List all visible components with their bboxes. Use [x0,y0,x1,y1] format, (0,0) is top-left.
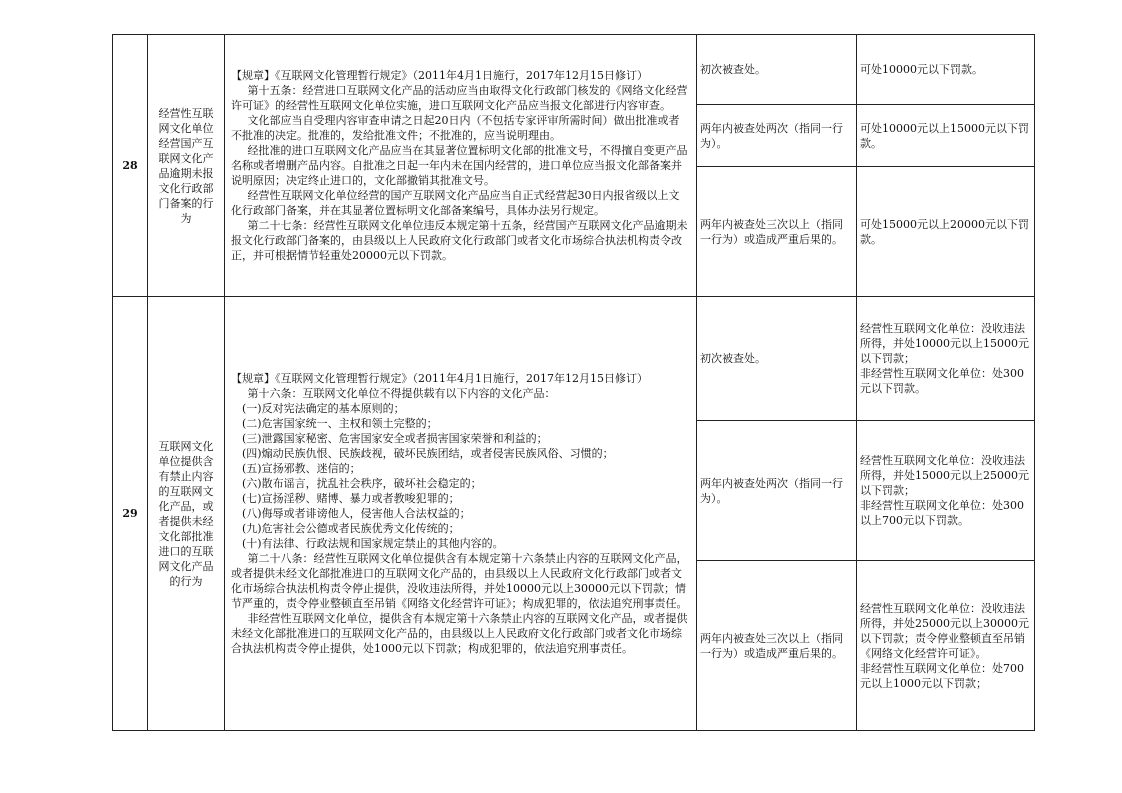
penalty-line: 非经营性互联网文化单位：处300以上700元以下罚款。 [860,499,1024,527]
prohibited-item: (四)煽动民族仇恨、民族歧视，破坏民族团结，或者侵害民族风俗、习惯的； [242,447,614,460]
penalty-standard [857,561,1035,731]
basis-title: 【规章】《互联网文化管理暂行规定》（2011年4月1日施行，2017年12月15日修订） [231,372,648,385]
prohibited-item: (六)散布谣言，扰乱社会秩序，破坏社会稳定的； [242,477,482,490]
violation-description: 互联网文化单位提供含有禁止内容的互联网文化产品，或者提供未经文化部批准进口的互联网文化产品的行为 [148,297,225,731]
prohibited-item: (九)危害社会公德或者民族优秀文化传统的； [242,522,460,535]
penalty-line: 经营性互联网文化单位：没收违法所得，并处15000元以上25000元以下罚款； [860,454,1029,497]
table-row [113,297,1035,421]
penalty-line: 非经营性互联网文化单位：处700元以上1000元以下罚款； [860,661,1024,690]
basis-paragraph: 第二十八条：经营性互联网文化单位提供含有本规定第十六条禁止内容的互联网文化产品，或者提供未经文化部批准进口的互联网文化产品的，由县级以上人民政府文化行政部门或者文化市场综合执法机构责令停止提供，没收违法所得，并处10000元以上30000元以下罚款；情节严重的，责令停业整顿直至吊销《网络文化经营许可证》；构成犯罪的，依法追究刑事责任。 [231,552,688,610]
violation-circumstance: 两年内被查处三次以上（指同一行为）或造成严重后果的。 [697,167,857,297]
penalty-line: 可处10000元以下罚款。 [860,63,983,76]
penalty-standards-table [112,34,1035,731]
violation-description: 经营性互联网文化单位经营国产互联网文化产品逾期未报文化行政部门备案的行为 [148,35,225,297]
penalty-standard [857,297,1035,421]
legal-basis [225,35,697,297]
prohibited-item: (五)宣扬邪教、迷信的； [242,462,361,475]
row-number: 28 [113,35,148,297]
penalty-standard [857,105,1035,167]
violation-circumstance: 两年内被查处两次（指同一行为）。 [697,105,857,167]
violation-circumstance: 初次被查处。 [697,35,857,105]
basis-paragraph: 文化部应当自受理内容审查申请之日起20日内（不包括专家评审所需时间）做出批准或者不批准的决定。批准的，发给批准文件；不批准的，应当说明理由。 [231,114,680,142]
basis-paragraph: 经批准的进口互联网文化产品应当在其显著位置标明文化部的批准文号，不得擅自变更产品名称或者增删产品内容。自批准之日起一年内未在国内经营的，进口单位应当报文化部备案并说明原因；决定终止进口的，文化部撤销其批准文号。 [231,144,688,187]
penalty-line: 经营性互联网文化单位：没收违法所得，并处25000元以上30000元以下罚款；责令停业整顿直至吊销《网络文化经营许可证》。 [860,601,1029,660]
prohibited-item: (十)有法律、行政法规和国家规定禁止的其他内容的。 [242,537,504,550]
legal-basis [225,297,697,731]
prohibited-item: (二)危害国家统一、主权和领土完整的； [242,417,438,430]
penalty-line: 经营性互联网文化单位：没收违法所得，并处10000元以上15000元以下罚款； [860,322,1029,365]
violation-circumstance: 两年内被查处三次以上（指同一行为）或造成严重后果的。 [697,561,857,731]
penalty-standard [857,167,1035,297]
basis-paragraph: 经营性互联网文化单位经营的国产互联网文化产品应当自正式经营起30日内报省级以上文化行政部门备案，并在其显著位置标明文化部备案编号，具体办法另行规定。 [231,189,680,217]
row-number: 29 [113,297,148,731]
penalty-line: 可处10000元以上15000元以下罚款。 [860,121,1029,150]
penalty-standard [857,421,1035,561]
prohibited-item: (八)侮辱或者诽谤他人，侵害他人合法权益的； [242,507,471,520]
penalty-line: 可处15000元以上20000元以下罚款。 [860,217,1029,246]
prohibited-item: (三)泄露国家秘密、危害国家安全或者损害国家荣誉和利益的； [242,432,548,445]
prohibited-item: (七)宣扬淫秽、赌博、暴力或者教唆犯罪的； [242,492,460,505]
table-row [113,35,1035,105]
basis-paragraph: 第十六条：互联网文化单位不得提供载有以下内容的文化产品： [247,387,556,400]
basis-paragraph: 第二十七条：经营性互联网文化单位违反本规定第十五条，经营国产互联网文化产品逾期未报文化行政部门备案的，由县级以上人民政府文化行政部门或者文化市场综合执法机构责令改正，并可根据情节轻重处20000元以下罚款。 [231,219,688,262]
basis-title: 【规章】《互联网文化管理暂行规定》（2011年4月1日施行，2017年12月15日修订） [231,69,648,82]
penalty-standard [857,35,1035,105]
basis-paragraph: 第十五条：经营进口互联网文化产品的活动应当由取得文化行政部门核发的《网络文化经营许可证》的经营性互联网文化单位实施，进口互联网文化产品应当报文化部进行内容审查。 [231,84,688,112]
penalty-line: 非经营性互联网文化单位：处300元以下罚款。 [860,367,1024,395]
prohibited-item: (一)反对宪法确定的基本原则的； [242,402,405,415]
violation-circumstance: 初次被查处。 [697,297,857,421]
basis-paragraph: 非经营性互联网文化单位，提供含有本规定第十六条禁止内容的互联网文化产品，或者提供未经文化部批准进口的互联网文化产品的，由县级以上人民政府文化行政部门或者文化市场综合执法机构责令停止提供，处1000元以下罚款；构成犯罪的，依法追究刑事责任。 [231,612,688,655]
violation-circumstance: 两年内被查处两次（指同一行为）。 [697,421,857,561]
